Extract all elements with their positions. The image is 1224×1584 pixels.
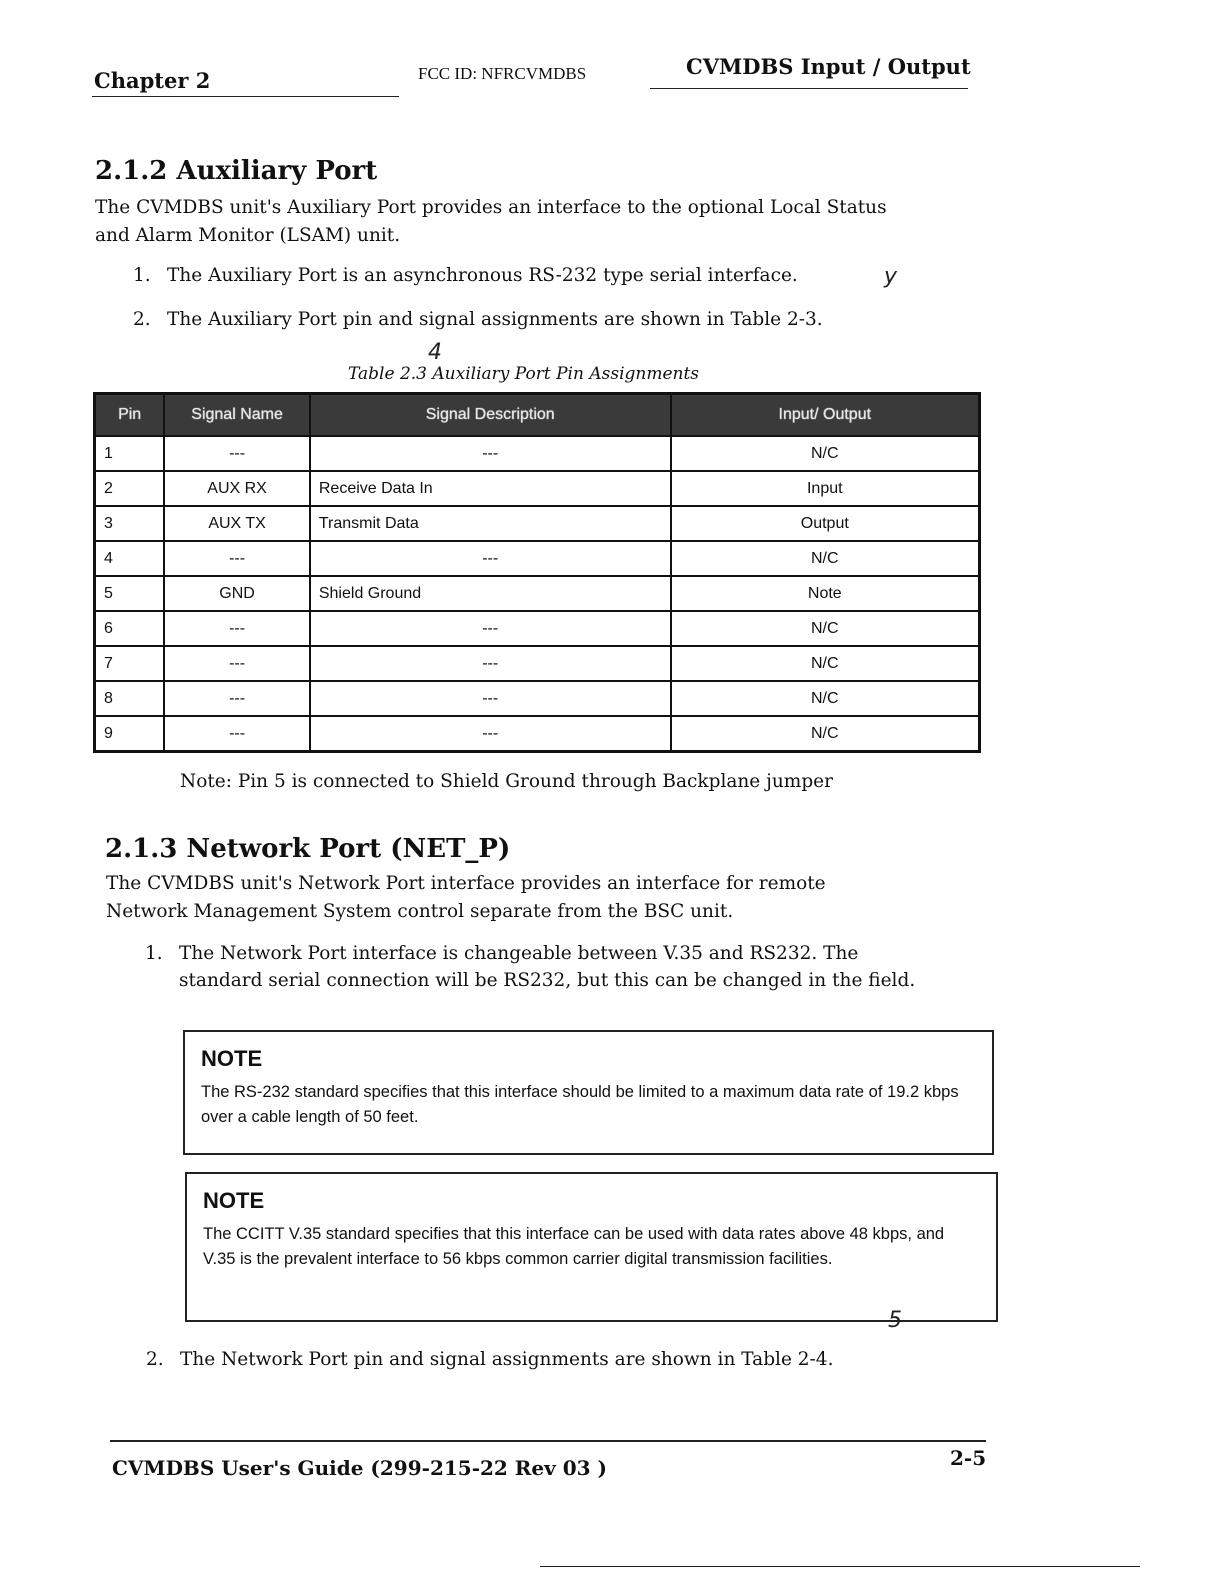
cell-pin: 3 <box>95 506 165 541</box>
header-rule-right <box>650 88 968 89</box>
cell-signal-name: GND <box>164 576 310 611</box>
cell-io: Input <box>671 471 980 506</box>
caption-handwritten: 4 <box>428 340 442 365</box>
list-number: 2. <box>133 309 151 330</box>
list-number: 1. <box>145 943 163 964</box>
cell-signal-name: --- <box>164 541 310 576</box>
table-row <box>95 436 980 471</box>
cell-pin: 9 <box>95 716 165 752</box>
cell-signal-name: --- <box>164 436 310 471</box>
cell-io: Note <box>671 576 980 611</box>
table-row <box>95 611 980 646</box>
cell-signal-name: AUX TX <box>164 506 310 541</box>
list-number: 2. <box>146 1349 164 1370</box>
table-row <box>95 681 980 716</box>
cell-io: N/C <box>671 541 980 576</box>
header-input-output: Input/ Output <box>671 394 980 437</box>
aux-heading: 2.1.2 Auxiliary Port <box>95 156 378 186</box>
cell-signal-name: --- <box>164 716 310 752</box>
cell-signal-description: --- <box>310 646 671 681</box>
cell-io: N/C <box>671 681 980 716</box>
table-row <box>95 576 980 611</box>
table-caption: Table 2.3 Auxiliary Port Pin Assignments <box>348 364 700 384</box>
note-title: NOTE <box>201 1046 263 1071</box>
header-signal-description: Signal Description <box>310 394 671 437</box>
cell-io: N/C <box>671 716 980 752</box>
cell-signal-name: --- <box>164 611 310 646</box>
list-number: 1. <box>133 265 151 286</box>
aux-list-item-2 <box>133 306 933 333</box>
cell-pin: 4 <box>95 541 165 576</box>
cell-signal-description: Transmit Data <box>310 506 671 541</box>
footer-guide: CVMDBS User's Guide (299-215-22 Rev 03 ) <box>112 1456 607 1480</box>
cell-signal-description: Receive Data In <box>310 471 671 506</box>
cell-pin: 5 <box>95 576 165 611</box>
note-box-rs232 <box>183 1030 994 1155</box>
list-text: The Network Port pin and signal assignments are shown in Table 2-4. <box>180 1349 834 1370</box>
aux-list-item-1 <box>133 262 893 289</box>
handwritten-mark: y <box>884 264 898 289</box>
note-title: NOTE <box>203 1188 265 1213</box>
footer-rule <box>110 1440 986 1442</box>
cell-io: N/C <box>671 611 980 646</box>
cell-signal-name: --- <box>164 646 310 681</box>
net-intro: The CVMDBS unit's Network Port interface provides an interface for remote Network Management System control separate from the BSC unit. <box>106 873 826 922</box>
cell-signal-description: Shield Ground <box>310 576 671 611</box>
cell-io: Output <box>671 506 980 541</box>
table-row <box>95 471 980 506</box>
net-list-item-1 <box>145 940 935 994</box>
header-rule-left <box>92 96 399 97</box>
table-row <box>95 716 980 752</box>
table-row <box>95 541 980 576</box>
cell-pin: 7 <box>95 646 165 681</box>
page-number: 2-5 <box>950 1446 987 1470</box>
cell-signal-name: --- <box>164 681 310 716</box>
list-text: The Network Port interface is changeable between V.35 and RS232. The standard serial connection will be RS232, but this can be changed in the field. <box>179 943 916 991</box>
cell-pin: 1 <box>95 436 165 471</box>
section-title: CVMDBS Input / Output <box>686 54 971 79</box>
chapter-label: Chapter 2 <box>94 68 211 93</box>
note-box-v35 <box>185 1172 998 1322</box>
cell-signal-description: --- <box>310 611 671 646</box>
cell-io: N/C <box>671 646 980 681</box>
note-body: The RS-232 standard specifies that this interface should be limited to a maximum data rate of 19.2 kbps over a cable length of 50 feet. <box>201 1083 959 1126</box>
list-text: The Auxiliary Port pin and signal assignments are shown in Table 2-3. <box>167 309 823 330</box>
fcc-id: FCC ID: NFRCVMDBS <box>418 64 587 83</box>
bottom-rule <box>540 1566 1140 1567</box>
net-list-item-2 <box>146 1346 936 1373</box>
cell-pin: 2 <box>95 471 165 506</box>
aux-intro: The CVMDBS unit's Auxiliary Port provides an interface to the optional Local Status and Alarm Monitor (LSAM) unit. <box>95 197 887 246</box>
note-body: The CCITT V.35 standard specifies that this interface can be used with data rates above 48 kbps, and V.35 is the prevalent interface to 56 kbps common carrier digital transmission facilities. <box>203 1225 945 1268</box>
list-text: The Auxiliary Port is an asynchronous RS-232 type serial interface. <box>167 265 798 286</box>
cell-signal-description: --- <box>310 681 671 716</box>
header-signal-name: Signal Name <box>164 394 310 437</box>
table-row <box>95 646 980 681</box>
aux-pin-table <box>93 392 981 753</box>
table-note: Note: Pin 5 is connected to Shield Ground through Backplane jumper <box>180 771 833 792</box>
net-heading: 2.1.3 Network Port (NET_P) <box>105 834 511 864</box>
cell-signal-description: --- <box>310 436 671 471</box>
cell-signal-description: --- <box>310 541 671 576</box>
table-header-row <box>95 394 980 437</box>
cell-io: N/C <box>671 436 980 471</box>
header-pin: Pin <box>95 394 165 437</box>
cell-pin: 8 <box>95 681 165 716</box>
table-row <box>95 506 980 541</box>
handwritten-mark: 5 <box>888 1308 902 1333</box>
cell-signal-description: --- <box>310 716 671 752</box>
cell-signal-name: AUX RX <box>164 471 310 506</box>
cell-pin: 6 <box>95 611 165 646</box>
